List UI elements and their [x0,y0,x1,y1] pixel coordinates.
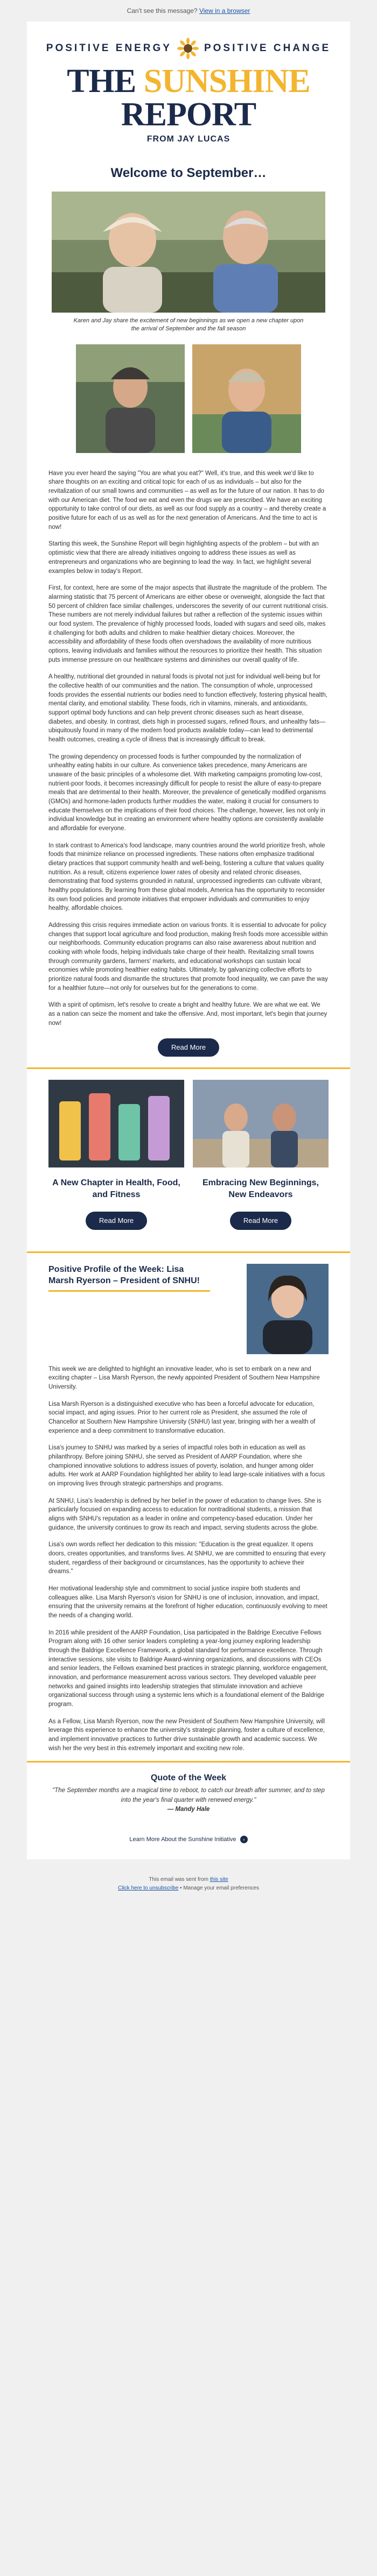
feature-read-more-button[interactable]: Read More [230,1212,291,1230]
preheader-bar [0,0,377,22]
profile-heading-wrap [48,1264,210,1354]
newsletter-title [38,65,339,131]
profile-photo-art [247,1264,329,1354]
title-the: THE [67,63,144,100]
feature-columns [27,1069,350,1251]
profile-underline [48,1290,210,1292]
welcome-paragraph: First, for context, here are some of the major aspects that illustrate the magnitude of the problem. The alarming statistic that 75 percent of Americans are either obese or overweight, alongside the fact that 50 percent of children face similar challenges, underscores the severity of our current nutritional crisis. These numbers are not merely individual failures but rather a reflection of the systemic issues within our food system. The prevalence of highly processed foods, loaded with sugars and seed oils, makes it challenging for both adults and children to make healthier dietary choices. Moreover, the accessibility and affordability of these foods often overshadows the availability of more nutritious options, leaving individuals and families without the resources to prioritize their health. This situation puts immense pressure on our healthcare systems and diminishes our overall quality of life. [48,585,329,663]
tagline-right: POSITIVE CHANGE [204,43,331,54]
photo-right-art [192,344,301,453]
feature-title: A New Chapter in Health, Food, and Fitness [52,1178,180,1199]
profile-paragraph: In 2016 while president of the AARP Foundation, Lisa participated in the Baldrige Executive Fellows Program along with 16 other senior leaders completing a year-long journey exploring leadership through the Baldrige Excellence Framework, a global standard for performance excellence. Through interactive sessions, site visits to Baldrige Award-winning organizations, and discussions with CEOs and senior leaders, the Fellows examined best practices in strategic planning, workforce engagement, innovation, and performance measurement across various sectors. They developed valuable peer networks and gained insights into leadership strategies that stimulate innovation and achieve organizational success through using a systemic lens which is a foundational element of the Baldrige program. [48,1629,328,1708]
footer-sent-text: This email was sent from [149,1877,210,1883]
welcome-paragraph: A healthy, nutritional diet grounded in natural foods is pivotal not just for individual well-being but for the collective health of our communities and the nation. The consumption of whole, unprocessed foods provides the essential nutrients our bodies need to function effectively, fostering physical health, mental clarity, and emotional stability. These foods, rich in vitamins, minerals, and antioxidants, support optimal body functions and can help prevent chronic diseases such as heart disease, diabetes, and obesity. In contrast, diets high in processed sugars, refined flours, and unhealthy fats—ubiquitously found in many of the modern food products available today—can lead to detrimental health outcomes, creating a cycle of illness that is increasingly difficult to break. [48,674,328,743]
chevron-right-icon[interactable]: › [240,1836,248,1843]
profile-header [27,1253,350,1354]
learn-more-text[interactable]: Learn More About the Sunshine Initiative [129,1836,236,1843]
feature-card [48,1080,184,1240]
photo-pair [27,344,350,453]
quote-text: "The September months are a magical time to reboot, to catch our breath after summer, and to step into the year's final quarter with renewed energy." [52,1787,325,1803]
feature-image-beginnings[interactable] [193,1080,329,1167]
title-sunshine: SUNSHINE [143,63,310,100]
unsubscribe-link[interactable]: Click here to unsubscribe [118,1885,179,1892]
feature-read-more-button[interactable]: Read More [86,1212,147,1230]
photo-left-art [76,344,185,453]
photo-right [192,344,301,453]
welcome-body [27,469,350,1028]
welcome-paragraph: With a spirit of optimism, let's resolve to create a bright and healthy future. We are what we eat. We as a nation can seize the moment and take the offensive. And, most important, let's begin that journey now! [48,1002,327,1027]
tagline-left: POSITIVE ENERGY [46,43,172,54]
profile-paragraph: At SNHU, Lisa's leadership is defined by her belief in the power of education to change lives. She is particularly focused on expanding access to education for nontraditional students, a mission that aligns with SNHU's reputation as a leader in online and competency-based education. Under her guidance, the university continues to grow its reach and impact, serving students across the globe. [48,1497,322,1531]
preheader-text: Can't see this message? [127,7,198,15]
masthead [27,22,350,150]
sunflower-icon [177,38,199,59]
profile-paragraph: Lisa Marsh Ryerson is a distinguished executive who has been a forceful advocate for education, social impact, and aging issues. Prior to her current role as President, she assumed the role of Chancellor at Southern New Hampshire University (SNHU) last year, bringing with her a wealth of experience and a deep commitment to transformative education. [48,1400,316,1434]
welcome-read-more-button[interactable]: Read More [158,1038,219,1057]
welcome-paragraph: The growing dependency on processed foods is further compounded by the normalization of unhealthy eating habits in our culture. As convenience takes precedence, many Americans are unaware of the basic principles of a wholesome diet. With marketing campaigns promoting low-cost, nutrient-poor foods, it becomes increasingly difficult for people to resist the allure of easy-to-prepare meals that are detrimental to their health. Moreover, the prevalence of genetically modified organisms (GMOs) and hormone-laden products further muddies the water, making it crucial for consumers to educate themselves on the implications of their food choices. The challenge, however, lies not only in individual knowledge but in creating an environment where healthy options are consistently available and affordable for everyone. [48,753,326,832]
hero-caption: Karen and Jay share the excitement of new beginnings as we open a new chapter upon the arrival of September and the fall season [73,317,304,332]
tagline [38,38,339,59]
photo-left [76,344,185,453]
byline: FROM JAY LUCAS [146,135,231,144]
welcome-heading: Welcome to September… [110,166,267,180]
feature-image-health[interactable] [48,1080,184,1167]
email-card [27,22,350,1859]
footer-preferences-text[interactable]: • Manage your email preferences [178,1885,259,1892]
footer-line-2 [0,1884,377,1893]
feature-title: Embracing New Beginnings, New Endeavors [202,1178,319,1199]
welcome-paragraph: In stark contrast to America's food landscape, many countries around the world prioritize fresh, whole foods that minimize reliance on processed ingredients. These nations often emphasize traditional dietary practices that support community health and well-being, fostering a culture that values quality nutrition. As a result, citizens experience lower rates of obesity and related chronic diseases, demonstrating that food systems grounded in natural, unprocessed ingredients can cultivate vibrant, healthy populations. By learning from these global models, America has the opportunity to reconsider its own food policies and promote initiatives that empower individuals and communities to enjoy healthy, affordable choices. [48,842,325,912]
footer [0,1859,377,1909]
feature-card [193,1080,329,1240]
profile-paragraph: Her motivational leadership style and commitment to social justice inspire both students and colleagues alike. Lisa Marsh Ryerson's vision for SNHU is one of inclusion, innovation, and impact, ensuring that the university remains at the forefront of higher education, continuously evolving to meet the needs of a changing world. [48,1586,327,1619]
profile-photo [247,1264,329,1354]
view-in-browser-link[interactable]: View in a browser [199,7,250,15]
profile-heading: Positive Profile of the Week: Lisa Marsh Ryerson – President of SNHU! [48,1264,200,1286]
hero-photo-art [52,192,325,313]
title-report: REPORT [121,96,256,133]
welcome-paragraph: Addressing this crisis requires immediate action on various fronts. It is essential to advocate for policy changes that support local agriculture and food production, making fresh foods more accessible within our neighborhoods. Community education programs can also raise awareness about nutrition and cooking with whole foods, helping individuals take charge of their health. Revitalizing small towns through community gardens, farmers' markets, and educational workshops can sustain local economies while promoting healthier eating habits. Ultimately, by galvanizing collective efforts to prioritize natural foods and dismantle the structures that promote food inequality, we can pave the way for a healthier future—not only for ourselves but for the generations to come. [48,922,328,992]
welcome-paragraph: Starting this week, the Sunshine Report will begin highlighting aspects of the problem – but with an optimistic view that there are already initiatives ongoing to address these issues as well as entrepreneurs and organizations who are beginning to lead the way. In fact, we highlight several examples below in today's Report. [48,541,319,575]
profile-paragraph: Lisa's own words reflect her dedication to this mission: "Education is the great equalizer. It opens doors, creates opportunities, and transforms lives. At SNHU, we are committed to ensuring that every student, regardless of their background or circumstances, has the opportunity to achieve their dreams." [48,1541,326,1575]
feature-health-art [48,1080,184,1167]
quote-heading: Quote of the Week [150,1773,227,1783]
footer-line-1 [0,1876,377,1884]
feature-beginnings-art [193,1080,329,1167]
profile-paragraph: This week we are delighted to highlight an innovative leader, who is set to embark on a new and exciting chapter – Lisa Marsh Ryerson, the newly appointed President of Southern New Hampshire University. [48,1365,320,1390]
profile-body [27,1354,350,1753]
quote-section [27,1763,350,1830]
welcome-paragraph: Have you ever heard the saying "You are what you eat?" Well, it's true, and this week we'd like to share thoughts on an exciting and critical topic for each of us as individuals – but also for the revitalization of our small towns and communities – as well as for the future of our nation. It has to do with our American diet. The food we eat and even the drugs we are prescribed. We have an exciting opportunity to take control of our diets, as well as our food supply as a country – and thereby create a positive future for each of us as well as for the next generation of Americans. And the time to act is now! [48,470,326,530]
quote-author: — Mandy Hale [167,1806,210,1813]
profile-paragraph: Lisa's journey to SNHU was marked by a series of impactful roles both in education as well as philanthropy. Before joining SNHU, she served as President of AARP Foundation, where she championed innovative solutions to address issues of poverty, isolation, and hunger among older adults. Her work at AARP Foundation highlighted her ability to lead large-scale initiatives with a focus on improving lives through strategic partnerships and programs. [48,1445,325,1487]
profile-paragraph: As a Fellow, Lisa Marsh Ryerson, now the new President of Southern New Hampshire University, will leverage this experience to enhance the university's strategic planning, foster a culture of excellence, and implement innovative practices to further drive sustainable growth and academic success. We wish her the very best in this extremely important and exciting new role. [48,1718,325,1752]
hero-photo [52,192,325,313]
footer-site-link[interactable]: this site [210,1877,228,1883]
learn-more-link[interactable] [27,1830,350,1859]
